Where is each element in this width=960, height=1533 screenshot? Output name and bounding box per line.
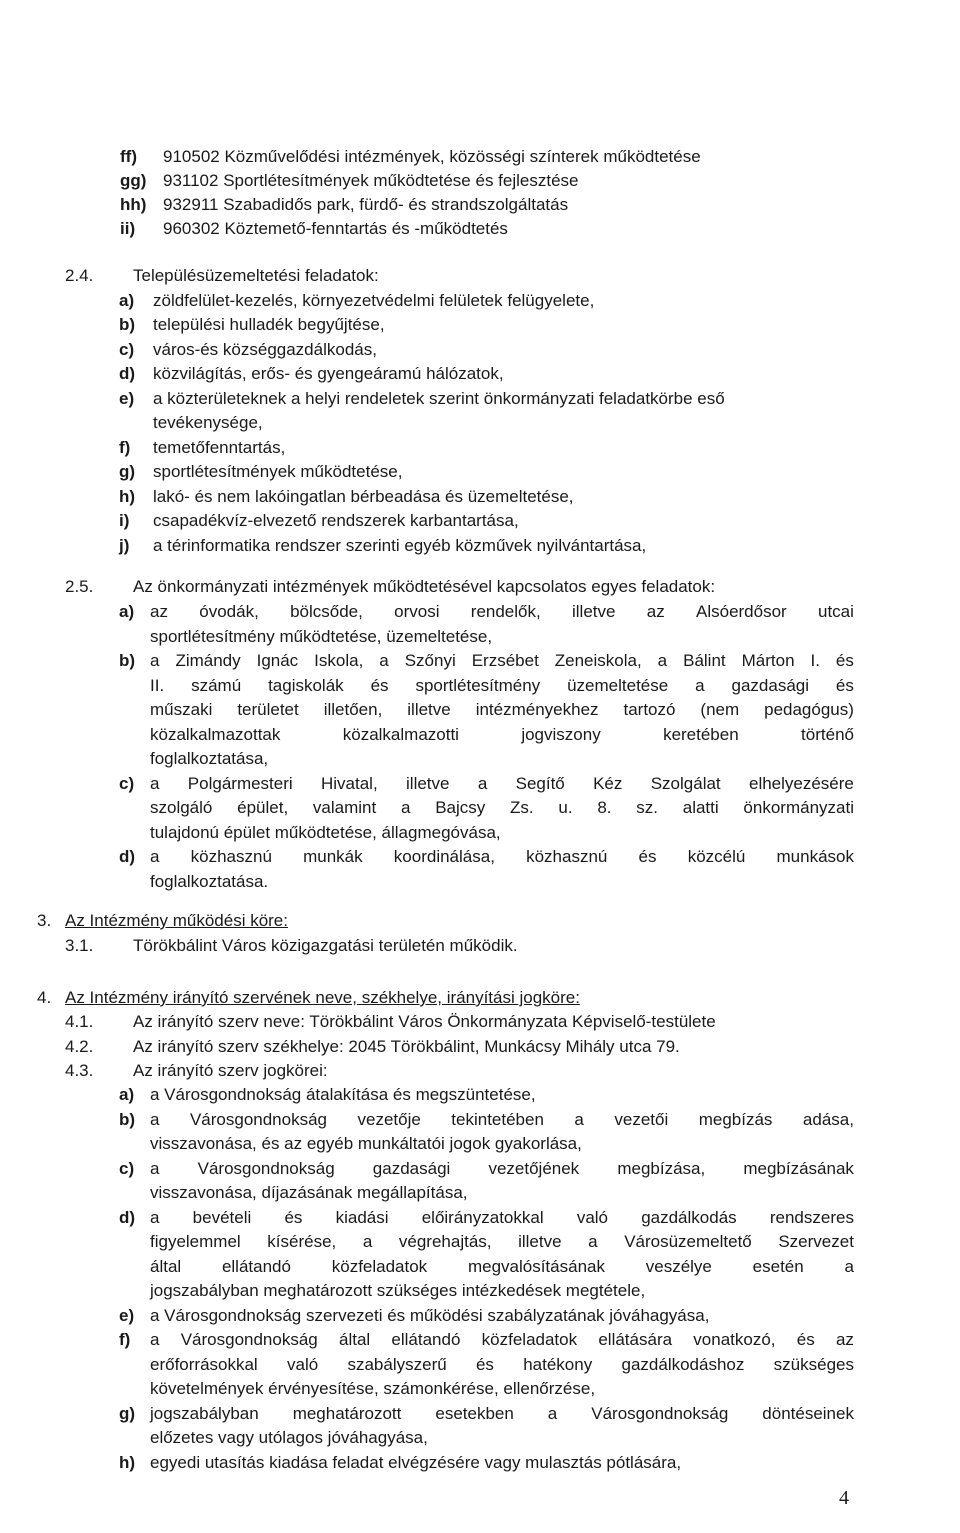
item-text: 910502 Közművelődési intézmények, közösségi színterek működtetése <box>163 147 701 166</box>
word: orvosi <box>394 602 440 621</box>
item-label: f) <box>119 437 131 457</box>
word: épület, <box>237 798 289 817</box>
word: a <box>150 1158 160 1178</box>
word: Kéz <box>593 773 623 793</box>
item-text-line: települési hulladék begyűjtése, <box>153 315 385 334</box>
item-text-line: előzetes vagy utólagos jóváhagyása, <box>150 1428 428 1447</box>
item-text-line: a közterületeknek a helyi rendeletek szerint önkormányzati feladatkörbe eső <box>153 388 725 408</box>
word: területet <box>237 700 299 719</box>
item-label: c) <box>119 1158 135 1178</box>
word: és <box>835 675 854 695</box>
word: műszaki <box>150 700 213 719</box>
word: adása, <box>802 1109 854 1129</box>
section-number: 2.4. <box>65 266 94 285</box>
word: Városüzemeltető <box>624 1232 752 1251</box>
item-text-line <box>150 797 854 819</box>
word: ellátandó <box>221 1256 291 1276</box>
word: Városgondnokság <box>189 1109 327 1129</box>
item-label: f) <box>119 1330 131 1349</box>
section-number: 3. <box>37 911 52 930</box>
word: erőforrásokkal <box>150 1354 258 1374</box>
item-text-line: város-és községgazdálkodás, <box>153 339 377 359</box>
word: I. <box>810 651 820 670</box>
word: a <box>379 651 389 670</box>
word: Városgondnokság <box>591 1403 729 1423</box>
subsection-text: Az irányító szerv jogkörei: <box>133 1061 328 1080</box>
item-label: j) <box>119 535 130 555</box>
section-number: 4. <box>37 988 52 1007</box>
item-label: h) <box>119 486 136 506</box>
item-text: 931102 Sportlétesítmények működtetése és fejlesztése <box>163 171 579 190</box>
word: illetve <box>407 700 451 719</box>
item-text-line: temetőfenntartás, <box>153 437 286 457</box>
item-text-line <box>150 1158 854 1180</box>
word: közcélú <box>687 847 746 866</box>
word: tekintetében <box>451 1109 544 1129</box>
subsection-text: Az irányító szerv neve: Törökbálint Város Önkormányzata Képviselő-testülete <box>133 1012 716 1031</box>
word: rendszeres <box>769 1207 854 1227</box>
word: Erzsébet <box>471 651 539 670</box>
word: közhasznú <box>190 847 272 866</box>
word: Zeneiskola, <box>554 651 642 670</box>
item-text-line <box>150 1329 854 1351</box>
word: Városgondnokság <box>180 1330 318 1349</box>
word: sportlétesítmény <box>415 675 541 695</box>
item-label: d) <box>119 847 136 866</box>
word: és <box>370 675 389 695</box>
subsection-text: Törökbálint Város közigazgatási területén működik. <box>133 936 518 955</box>
subsection-number: 3.1. <box>65 936 94 955</box>
word: gazdasági <box>372 1158 451 1178</box>
word: vezetői <box>614 1109 669 1129</box>
item-text-line <box>150 1207 854 1229</box>
subsection-text: Az irányító szerv székhelye: 2045 Törökbálint, Munkácsy Mihály utca 79. <box>133 1036 680 1056</box>
item-label: e) <box>119 388 135 408</box>
word: és <box>475 1354 494 1374</box>
word: koordinálása, <box>393 847 495 866</box>
word: szolgáló <box>150 798 213 817</box>
word: Iskola, <box>314 651 364 670</box>
item-text-line: visszavonása, díjazásának megállapítása, <box>150 1183 468 1202</box>
word: a <box>150 651 160 670</box>
word: illetve <box>572 602 616 621</box>
word: gazdasági <box>731 675 810 695</box>
word: veszélye <box>645 1256 712 1276</box>
word: döntéseinek <box>762 1403 854 1423</box>
word: Alsóerdősor <box>696 602 787 621</box>
item-text-line: a térinformatika rendszer szerinti egyéb közművek nyilvántartása, <box>153 535 647 555</box>
word: illetve <box>406 773 450 793</box>
item-label: d) <box>119 364 136 383</box>
word: a <box>150 1207 160 1227</box>
item-label: g) <box>119 1403 136 1423</box>
word: a <box>477 773 488 793</box>
word: történő <box>801 724 854 744</box>
word: Szőnyi <box>404 651 456 670</box>
word: szabályszerű <box>347 1354 447 1374</box>
item-text: 932911 Szabadidős park, fürdő- és strandszolgáltatás <box>163 195 569 214</box>
word: és <box>835 651 854 670</box>
word: bevételi <box>192 1207 252 1227</box>
word: által <box>150 1256 182 1276</box>
item-text-line: lakó- és nem lakóingatlan bérbeadása és üzemeltetése, <box>153 486 574 506</box>
word: számú <box>191 675 242 695</box>
item-text-line: követelmények érvényesítése, számonkérése, ellenőrzése, <box>150 1379 596 1398</box>
word: gazdálkodás <box>641 1207 737 1227</box>
item-text-line: sportlétesítmények működtetése, <box>153 462 403 481</box>
item-label: d) <box>119 1207 136 1227</box>
word: a <box>362 1232 373 1251</box>
word: alatti <box>682 798 719 817</box>
item-label: ii) <box>120 219 136 238</box>
item-text-line: foglalkoztatása. <box>150 871 269 891</box>
word: megvalósításának <box>467 1256 605 1276</box>
word: meghatározott <box>292 1403 402 1423</box>
word: Bálint <box>683 651 726 670</box>
word: üzemeltetése <box>567 675 669 695</box>
word: a <box>588 1232 598 1251</box>
word: közalkalmazotti <box>342 724 459 744</box>
item-text: 960302 Köztemető-fenntartás és -működtetés <box>163 219 508 238</box>
item-label: b) <box>119 651 136 670</box>
item-text-line <box>150 773 854 795</box>
word: a <box>844 1256 854 1276</box>
word: bölcsőde, <box>290 602 363 621</box>
word: a <box>150 847 160 866</box>
word: u. <box>558 798 573 817</box>
word: az <box>835 1330 854 1349</box>
word: megbízásának <box>743 1158 854 1178</box>
word: rendelők, <box>470 602 541 621</box>
word: munkák <box>303 847 363 866</box>
item-label: h) <box>119 1452 136 1472</box>
item-text-line: zöldfelület-kezelés, környezetvédelmi felületek felügyelete, <box>153 290 595 310</box>
word: az <box>646 602 665 621</box>
section-title: Az önkormányzati intézmények működtetésével kapcsolatos egyes feladatok: <box>133 577 716 596</box>
word: kísérése, <box>267 1232 337 1251</box>
item-text-line <box>150 1109 854 1131</box>
word: megbízása, <box>617 1158 706 1178</box>
item-text-line <box>150 1403 854 1425</box>
word: Bajcsy <box>435 798 486 817</box>
word: a <box>657 651 668 670</box>
word: Zs. <box>510 798 534 817</box>
word: és <box>284 1207 303 1227</box>
section-title: Az Intézmény működési köre: <box>65 911 288 930</box>
word: keretében <box>663 724 739 744</box>
word: önkormányzati <box>743 798 854 817</box>
word: (nem <box>700 700 740 719</box>
word: Zimándy <box>175 651 241 670</box>
item-label: e) <box>119 1305 135 1325</box>
word: jogszabályban <box>150 1403 259 1423</box>
page-number: 4 <box>839 1487 849 1509</box>
item-label: ff) <box>120 147 137 166</box>
section-title: Településüzemeltetési feladatok: <box>133 266 379 285</box>
item-label: i) <box>119 511 130 530</box>
word: közalkalmazottak <box>150 724 281 744</box>
word: Városgondnokság <box>197 1158 335 1178</box>
word: óvodák, <box>199 602 259 621</box>
word: sz. <box>636 798 658 817</box>
item-text-line: visszavonása, és az egyéb munkáltatói jogok gyakorlása, <box>150 1134 582 1153</box>
word: elhelyezésére <box>748 773 854 793</box>
word: kiadási <box>335 1207 389 1227</box>
item-text-line <box>150 846 854 868</box>
item-label: a) <box>119 602 135 621</box>
word: 8. <box>597 798 612 817</box>
item-text-line <box>150 650 854 672</box>
word: a <box>150 1109 160 1129</box>
item-label: b) <box>119 1109 136 1129</box>
item-text-line: közvilágítás, erős- és gyengeáramú hálózatok, <box>153 364 504 383</box>
word: a <box>695 675 705 695</box>
item-text-line <box>150 724 854 746</box>
item-label: c) <box>119 339 135 359</box>
word: esetén <box>752 1256 804 1276</box>
item-text-line: csapadékvíz-elvezető rendszerek karbantartása, <box>153 511 519 530</box>
word: valamint <box>312 798 377 817</box>
subsection-number: 4.1. <box>65 1012 94 1031</box>
subsection-number: 4.2. <box>65 1036 94 1056</box>
item-text-line <box>150 699 854 721</box>
item-text-line: foglalkoztatása, <box>150 749 269 768</box>
word: utcai <box>818 602 854 621</box>
word: Ignác <box>256 651 299 670</box>
word: az <box>150 602 168 621</box>
word: Hivatal, <box>321 773 378 793</box>
item-text-line <box>150 1256 854 1278</box>
word: tagiskolák <box>268 675 344 695</box>
word: esetekben <box>435 1403 514 1423</box>
item-text-line: egyedi utasítás kiadása feladat elvégzésére vagy mulasztás pótlására, <box>150 1452 682 1472</box>
word: pedagógus) <box>764 700 854 719</box>
word: illetően, <box>323 700 383 719</box>
item-label: b) <box>119 315 136 334</box>
word: közfeladatok <box>331 1256 428 1276</box>
item-text-line: sportlétesítmény működtetése, üzemeltetése, <box>150 626 493 646</box>
item-text-line <box>150 1354 854 1376</box>
word: jogviszony <box>521 724 601 744</box>
section-number: 2.5. <box>65 577 94 596</box>
word: Szolgálat <box>650 773 721 793</box>
word: Segítő <box>515 773 565 793</box>
word: Polgármesteri <box>187 773 293 793</box>
section-title: Az Intézmény irányító szervének neve, székhelye, irányítási jogköre: <box>65 988 580 1007</box>
word: gazdálkodáshoz <box>621 1354 745 1374</box>
word: Márton <box>741 651 795 670</box>
subsection-number: 4.3. <box>65 1061 94 1080</box>
word: végrehajtás, <box>398 1232 492 1251</box>
word: előirányzatokkal <box>421 1207 544 1227</box>
word: a <box>150 773 160 793</box>
word: illetve <box>518 1232 562 1251</box>
item-text-line: a Városgondnokság szervezeti és működési szabályzatának jóváhagyása, <box>150 1305 710 1325</box>
word: megbízás <box>698 1109 773 1129</box>
word: vezetőjének <box>488 1158 580 1178</box>
item-text-line <box>150 1231 854 1253</box>
word: hatékony <box>523 1354 593 1374</box>
item-label: c) <box>119 773 135 793</box>
word: közhasznú <box>526 847 608 866</box>
word: való <box>287 1354 319 1374</box>
word: a <box>400 798 411 817</box>
word: ellátandó <box>391 1330 461 1349</box>
item-label: gg) <box>120 171 147 190</box>
item-text-line: tulajdonú épület működtetése, állagmegóvása, <box>150 822 501 842</box>
word: a <box>574 1109 584 1129</box>
word: Szervezet <box>778 1232 854 1251</box>
word: vonatkozó, <box>693 1330 776 1349</box>
word: való <box>576 1207 608 1227</box>
word: és <box>638 847 657 866</box>
word: és <box>796 1330 815 1349</box>
word: ellátására <box>598 1330 673 1349</box>
word: közfeladatok <box>481 1330 578 1349</box>
word: által <box>338 1330 371 1349</box>
item-text-line <box>150 675 854 697</box>
item-label: hh) <box>120 195 147 214</box>
item-label: a) <box>119 1085 135 1104</box>
item-text-line: tevékenysége, <box>153 413 263 432</box>
word: a <box>547 1403 558 1423</box>
item-text-line <box>150 601 854 623</box>
word: vezetője <box>357 1109 421 1129</box>
word: II. <box>150 675 165 695</box>
item-text-line: jogszabályban meghatározott szükséges intézkedések megtétele, <box>150 1281 646 1300</box>
word: figyelemmel <box>150 1232 241 1251</box>
item-text-line: a Városgondnokság átalakítása és megszüntetése, <box>150 1085 536 1104</box>
word: szükséges <box>773 1354 854 1374</box>
item-label: a) <box>119 290 135 310</box>
word: munkások <box>776 847 854 866</box>
word: a <box>150 1330 160 1349</box>
item-label: g) <box>119 462 136 481</box>
word: tartozó <box>623 700 676 719</box>
word: intézményekhez <box>475 700 599 719</box>
